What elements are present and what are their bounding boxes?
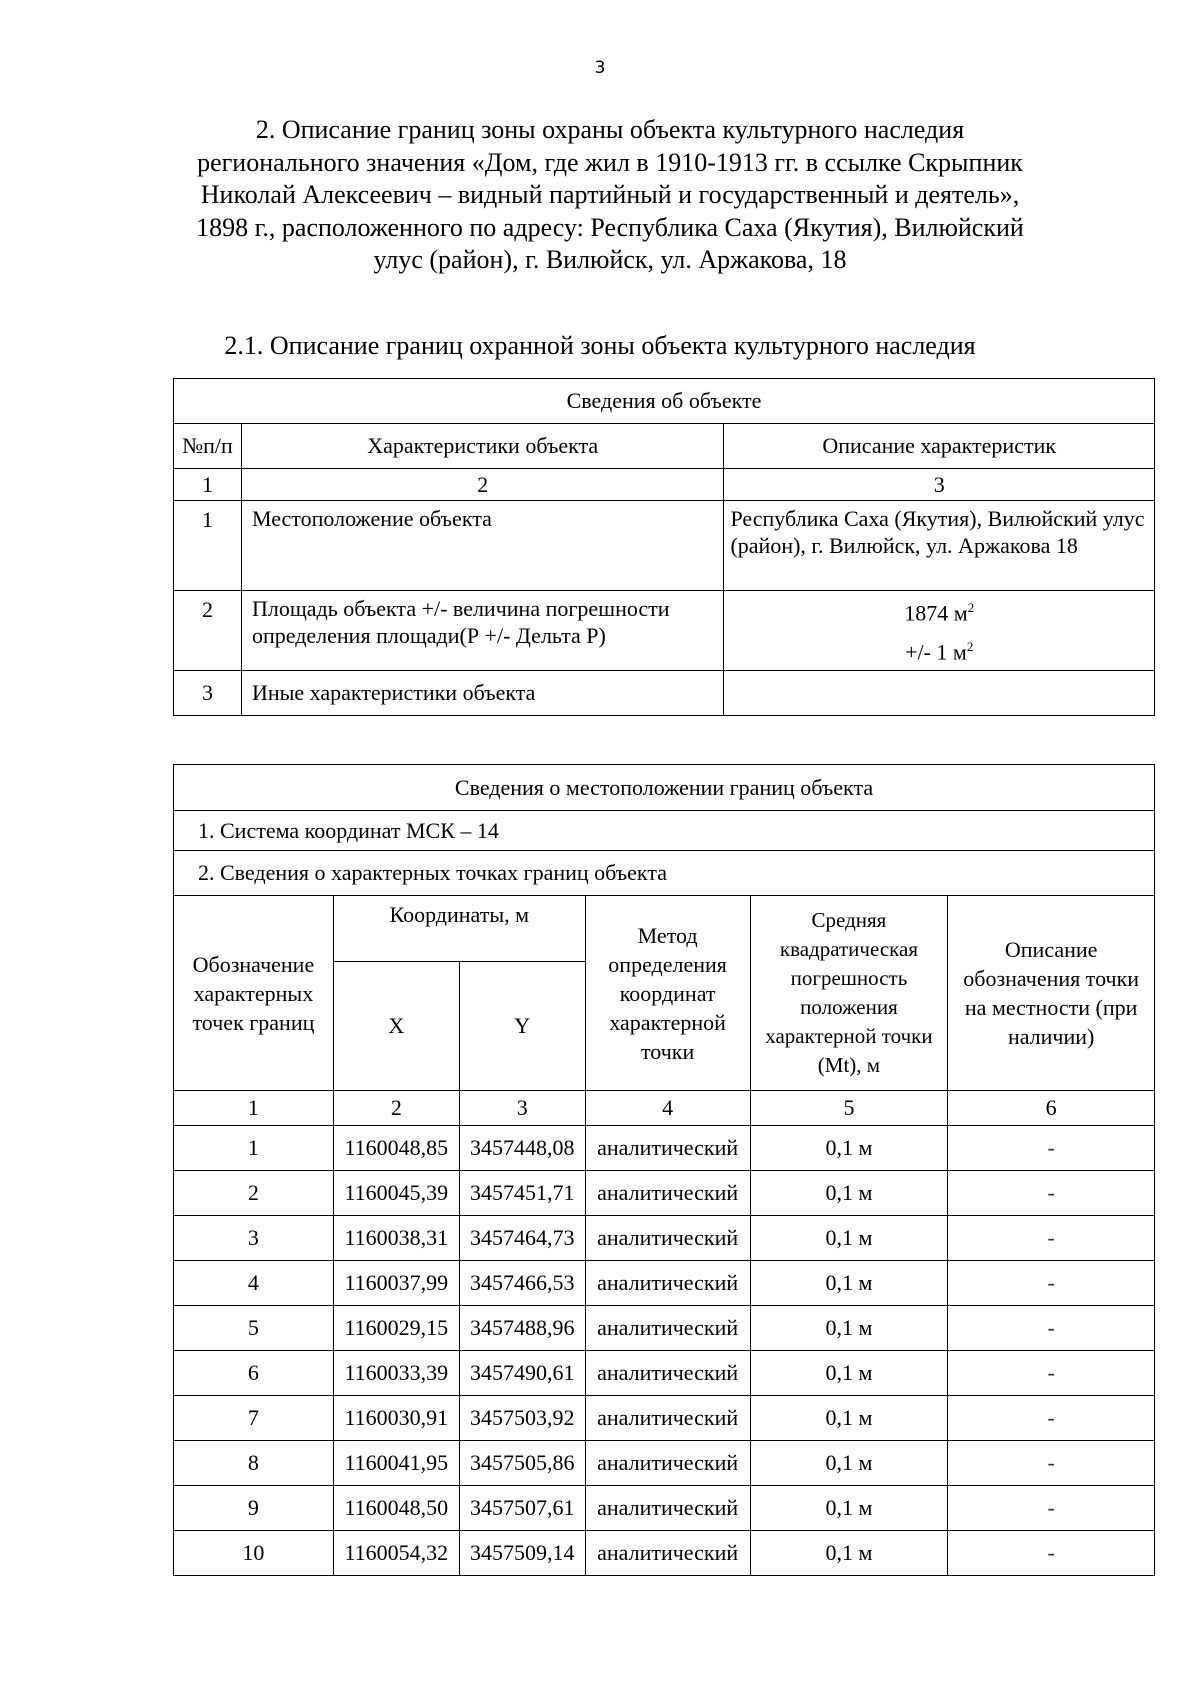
- column-header: №п/п: [174, 424, 242, 469]
- heading-line: 2. Описание границ зоны охраны объекта культурного наследия: [255, 115, 965, 144]
- method: аналитический: [585, 1531, 750, 1576]
- row-number: 2: [174, 591, 242, 671]
- coord-x: 1160037,99: [333, 1261, 459, 1306]
- point-number: 6: [174, 1351, 334, 1396]
- mean-error: 0,1 м: [750, 1351, 948, 1396]
- column-header-y: Y: [459, 962, 585, 1091]
- coord-y: 3457451,71: [459, 1171, 585, 1216]
- coord-y: 3457507,61: [459, 1486, 585, 1531]
- characteristic-name: Местоположение объекта: [241, 501, 724, 591]
- point-number: 4: [174, 1261, 334, 1306]
- point-description: -: [948, 1171, 1155, 1216]
- area-main: 1874 м: [904, 600, 968, 626]
- section-heading: [170, 114, 1050, 277]
- mean-error: 0,1 м: [750, 1486, 948, 1531]
- column-number: 2: [333, 1091, 459, 1126]
- mean-error: 0,1 м: [750, 1441, 948, 1486]
- coord-x: 1160038,31: [333, 1216, 459, 1261]
- point-description: -: [948, 1261, 1155, 1306]
- point-number: 3: [174, 1216, 334, 1261]
- table-row: [174, 1531, 1155, 1576]
- coord-y: 3457490,61: [459, 1351, 585, 1396]
- table-row: [174, 591, 1155, 671]
- coord-y: 3457509,14: [459, 1531, 585, 1576]
- point-number: 2: [174, 1171, 334, 1216]
- characteristic-value: [724, 670, 1155, 715]
- boundary-points-table: [173, 764, 1155, 1576]
- heading-line: Николай Алексеевич – видный партийный и государственный и деятель»,: [200, 180, 1020, 209]
- table-row: [174, 1441, 1155, 1486]
- coord-x: 1160054,32: [333, 1531, 459, 1576]
- area-unit-exponent: 2: [967, 600, 975, 615]
- method: аналитический: [585, 1396, 750, 1441]
- coord-x: 1160045,39: [333, 1171, 459, 1216]
- heading-line: улус (район), г. Вилюйск, ул. Аржакова, 18: [373, 245, 847, 274]
- method: аналитический: [585, 1441, 750, 1486]
- column-header: Средняя квадратическая погрешность положения характерной точки (Mt), м: [750, 896, 948, 1091]
- column-number: 1: [174, 1091, 334, 1126]
- method: аналитический: [585, 1306, 750, 1351]
- table-row: [174, 1216, 1155, 1261]
- mean-error: 0,1 м: [750, 1216, 948, 1261]
- point-description: -: [948, 1396, 1155, 1441]
- table-title: Сведения о местоположении границ объекта: [174, 765, 1155, 811]
- column-header-x: X: [333, 962, 459, 1091]
- characteristic-name: Иные характеристики объекта: [241, 670, 724, 715]
- coord-y: 3457503,92: [459, 1396, 585, 1441]
- table-row: [174, 501, 1155, 591]
- mean-error: 0,1 м: [750, 1126, 948, 1171]
- column-number: 1: [174, 469, 242, 501]
- area-value: [724, 591, 1155, 671]
- method: аналитический: [585, 1171, 750, 1216]
- method: аналитический: [585, 1216, 750, 1261]
- row-number: 1: [174, 501, 242, 591]
- mean-error: 0,1 м: [750, 1396, 948, 1441]
- coord-x: 1160048,50: [333, 1486, 459, 1531]
- coord-y: 3457488,96: [459, 1306, 585, 1351]
- point-description: -: [948, 1486, 1155, 1531]
- column-number: 5: [750, 1091, 948, 1126]
- coord-x: 1160030,91: [333, 1396, 459, 1441]
- area-error-unit-exponent: 2: [966, 639, 974, 655]
- point-description: -: [948, 1351, 1155, 1396]
- characteristic-value: Республика Саха (Якутия), Вилюйский улус (район), г. Вилюйск, ул. Аржакова 18: [724, 501, 1155, 591]
- point-number: 5: [174, 1306, 334, 1351]
- table-row: [174, 1306, 1155, 1351]
- coord-y: 3457464,73: [459, 1216, 585, 1261]
- heading-line: регионального значения «Дом, где жил в 1910-1913 гг. в ссылке Скрыпник: [197, 147, 1023, 177]
- column-number: 4: [585, 1091, 750, 1126]
- row-number: 3: [174, 670, 242, 715]
- coord-x: 1160029,15: [333, 1306, 459, 1351]
- column-number: 2: [241, 469, 724, 501]
- point-description: -: [948, 1216, 1155, 1261]
- coordinate-system: 1. Система координат МСК – 14: [174, 811, 1155, 851]
- point-number: 1: [174, 1126, 334, 1171]
- table-row: [174, 670, 1155, 715]
- method: аналитический: [585, 1261, 750, 1306]
- table-row: [174, 1396, 1155, 1441]
- point-description: -: [948, 1531, 1155, 1576]
- coord-y: 3457466,53: [459, 1261, 585, 1306]
- object-info-table: [173, 378, 1155, 716]
- table-title: Сведения об объекте: [174, 379, 1155, 424]
- column-header: Описание характеристик: [724, 424, 1155, 469]
- point-description: -: [948, 1126, 1155, 1171]
- method: аналитический: [585, 1126, 750, 1171]
- column-header: Обозначение характерных точек границ: [174, 896, 334, 1091]
- column-number: 3: [724, 469, 1155, 501]
- page-number: 3: [594, 58, 606, 78]
- subsection-heading: 2.1. Описание границ охранной зоны объекта культурного наследия: [224, 331, 976, 360]
- table-row: [174, 1486, 1155, 1531]
- method: аналитический: [585, 1486, 750, 1531]
- area-error: +/- 1 м: [905, 639, 967, 665]
- column-number: 6: [948, 1091, 1155, 1126]
- coord-y: 3457505,86: [459, 1441, 585, 1486]
- coord-x: 1160041,95: [333, 1441, 459, 1486]
- point-number: 9: [174, 1486, 334, 1531]
- heading-line: 1898 г., расположенного по адресу: Республика Саха (Якутия), Вилюйский: [196, 212, 1024, 242]
- table-row: [174, 1126, 1155, 1171]
- table-row: [174, 1261, 1155, 1306]
- column-header: Характеристики объекта: [241, 424, 724, 469]
- column-number: 3: [459, 1091, 585, 1126]
- point-number: 8: [174, 1441, 334, 1486]
- mean-error: 0,1 м: [750, 1531, 948, 1576]
- point-number: 7: [174, 1396, 334, 1441]
- mean-error: 0,1 м: [750, 1171, 948, 1216]
- column-header: Координаты, м: [333, 896, 585, 962]
- method: аналитический: [585, 1351, 750, 1396]
- characteristic-name: Площадь объекта +/- величина погрешности определения площади(Р +/- Дельта Р): [241, 591, 724, 671]
- table-row: [174, 1351, 1155, 1396]
- point-number: 10: [174, 1531, 334, 1576]
- column-header: Описание обозначения точки на местности (при наличии): [948, 896, 1155, 1091]
- column-header: Метод определения координат характерной точки: [585, 896, 750, 1091]
- point-description: -: [948, 1306, 1155, 1351]
- points-title: 2. Сведения о характерных точках границ объекта: [174, 851, 1155, 896]
- mean-error: 0,1 м: [750, 1261, 948, 1306]
- point-description: -: [948, 1441, 1155, 1486]
- coord-x: 1160048,85: [333, 1126, 459, 1171]
- coord-x: 1160033,39: [333, 1351, 459, 1396]
- table-row: [174, 1171, 1155, 1216]
- coord-y: 3457448,08: [459, 1126, 585, 1171]
- mean-error: 0,1 м: [750, 1306, 948, 1351]
